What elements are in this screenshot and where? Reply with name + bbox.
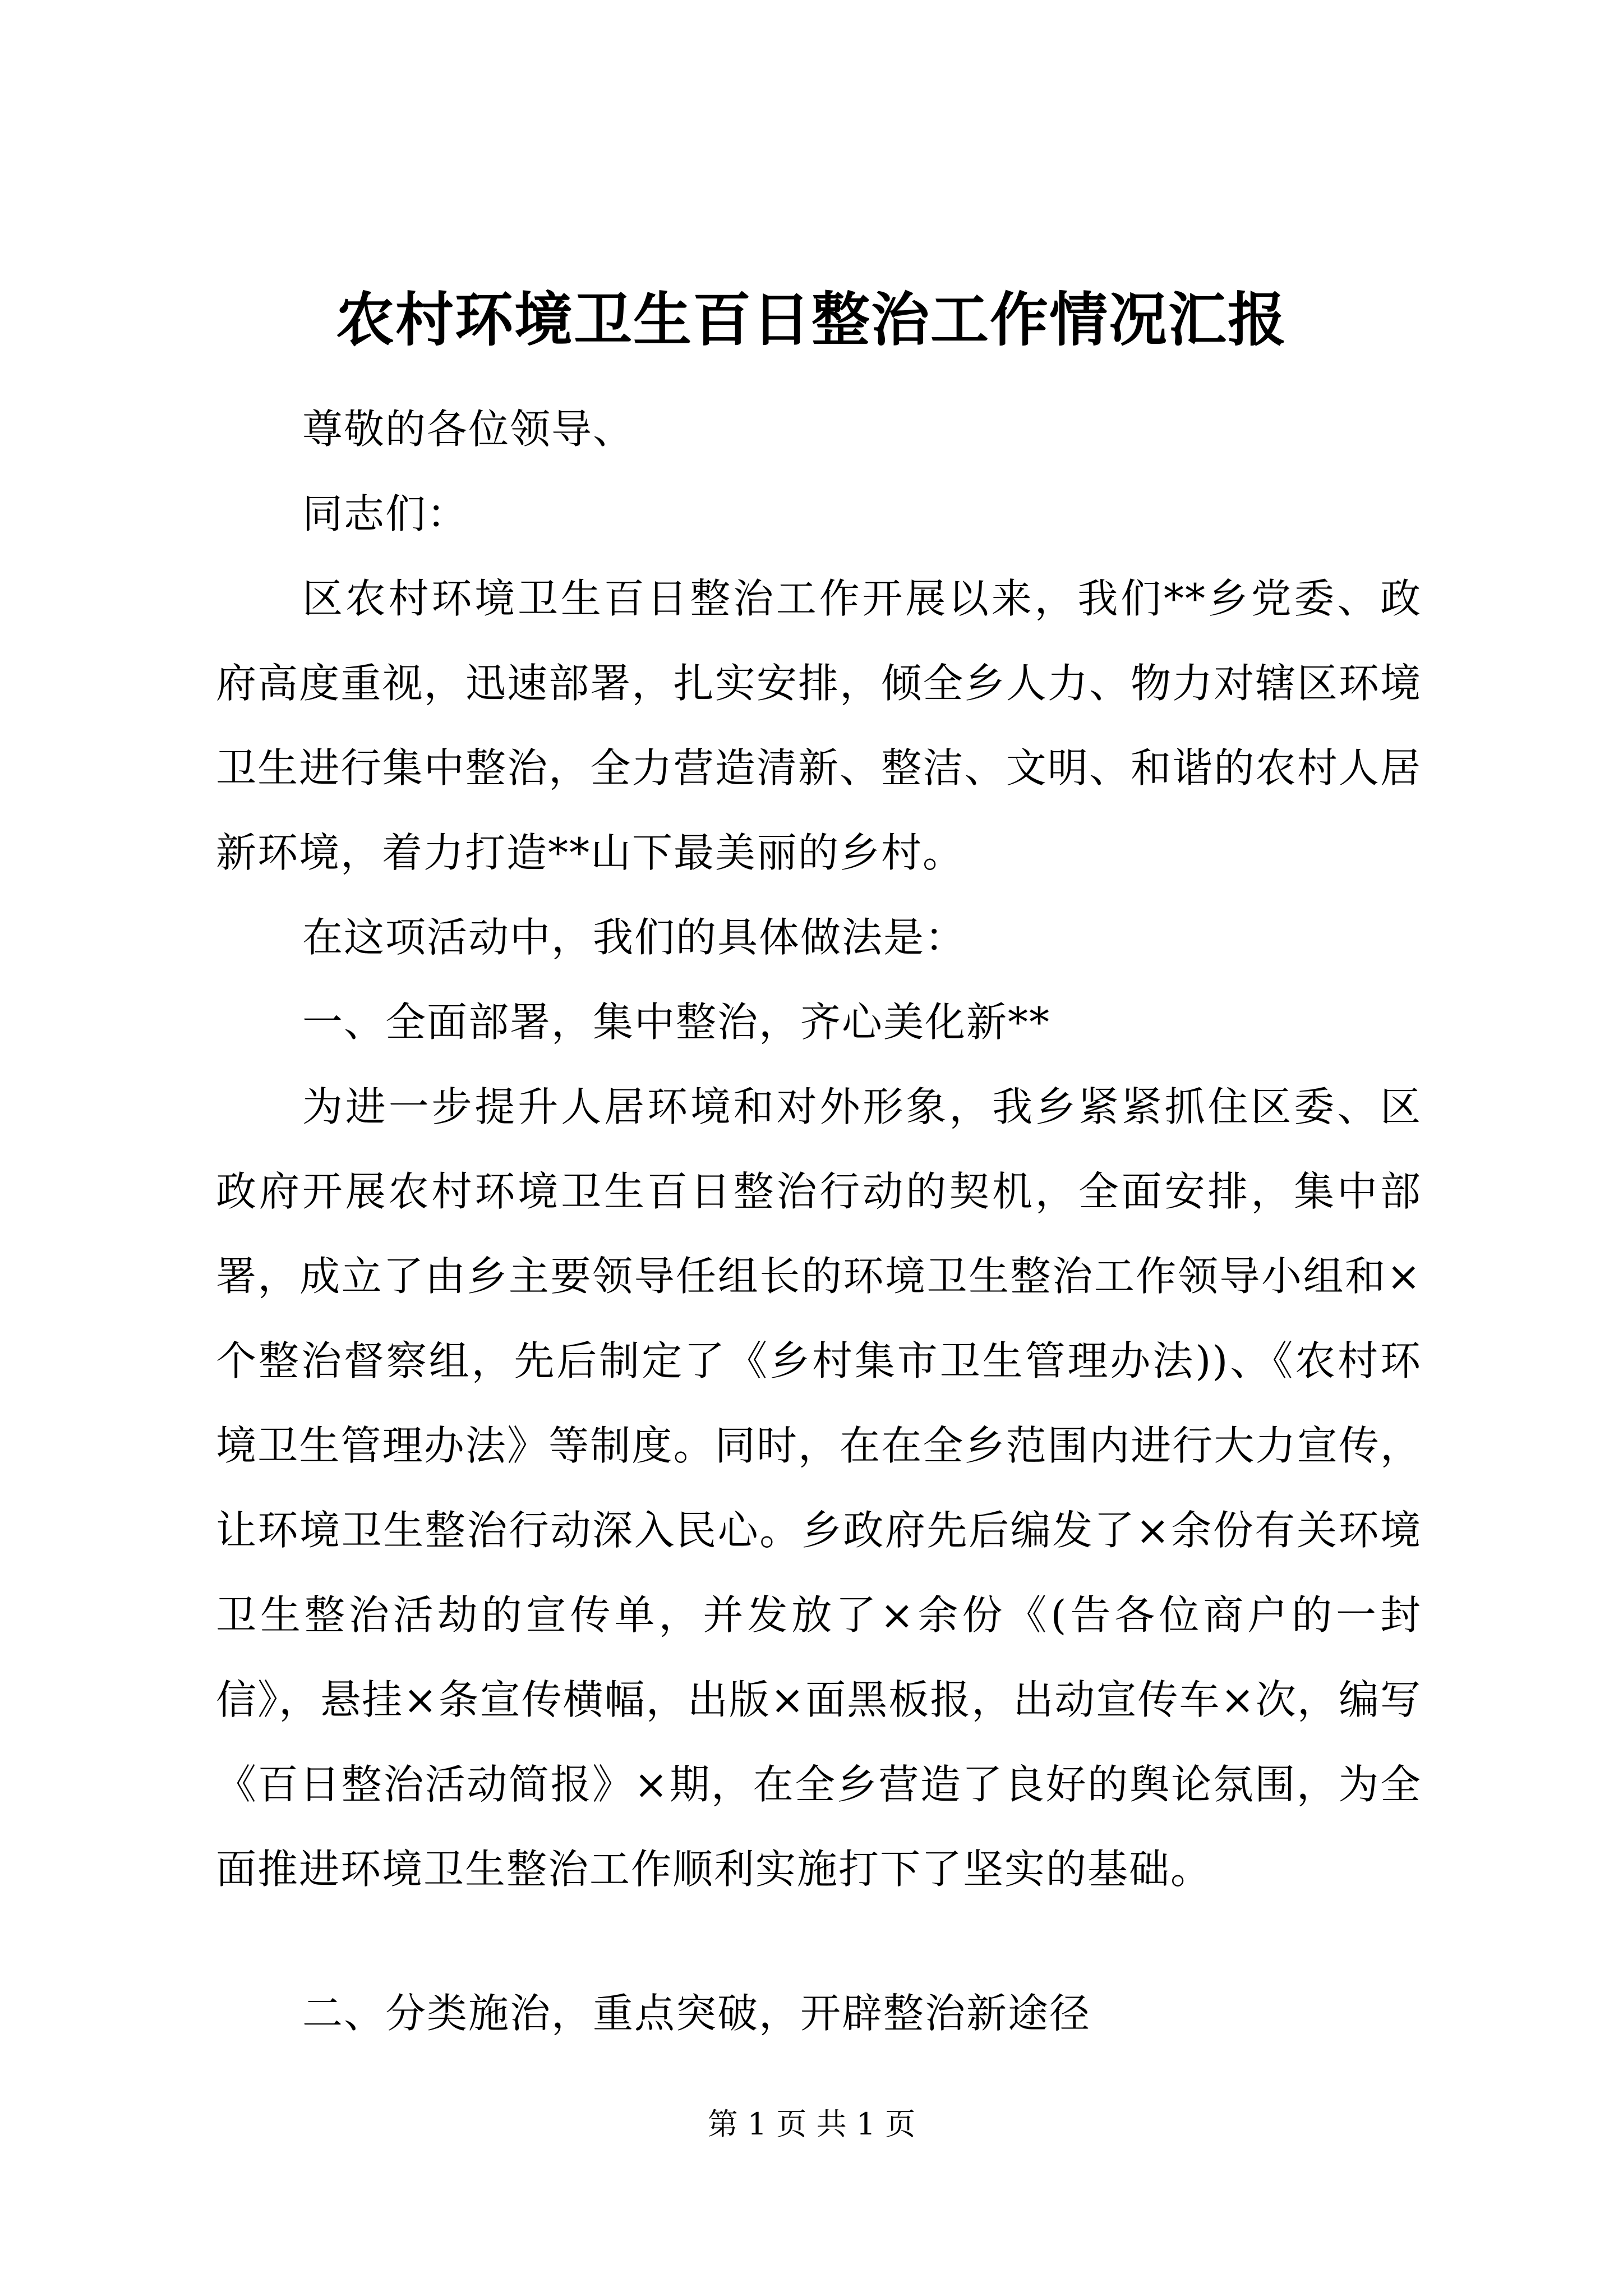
greeting-line-2: 同志们： [302,490,469,537]
section-heading-2: 二、分类施治，重点突破，开辟整治新途径 [302,1990,1091,2037]
section-heading-1: 一、全面部署，集中整治，齐心美化新** [302,999,1051,1046]
document-title: 农村环境卫生百日整治工作情况汇报 [335,285,1287,354]
paragraph-section-1: 为进一步提升人居环境和对外形象，我乡紧紧抓住区委、区政府开展农村环境卫生百日整治行动的契机，全面安排，集中部署，成立了由乡主要领导任组长的环境卫生整治工作领导小组和×个整治督察组，先后制定了《乡村集市卫生管理办法))、《农村环境卫生管理办法》等制度。同时，在在全乡范围内进行大力宣传，让环境卫生整治行动深入民心。乡政府先后编发了×余份有关环境卫生整治活劫的宣传单，并发放了×余份《(告各位商户的一封信》，悬挂×条宣传横幅，出版×面黑板报，出动宣传车×次，编写《百日整治活动简报》×期，在全乡营造了良好的舆论氛围，为全面推进环境卫生整治工作顺利实施打下了坚实的基础。 [216,1083,1422,1893]
page-number-footer: 第 1 页 共 1 页 [707,2106,916,2142]
paragraph-method-lead: 在这项活动中，我们的具体做法是： [302,914,967,961]
greeting-line-1: 尊敬的各位领导、 [302,406,635,453]
paragraph-intro: 区农村环境卫生百日整治工作开展以来，我们**乡党委、政府高度重视，迅速部署，扎实安排，倾全乡人力、物力对辖区环境卫生进行集中整治，全力营造清新、整洁、文明、和谐的农村人居新环境，着力打造**山下最美丽的乡村。 [216,575,1422,876]
